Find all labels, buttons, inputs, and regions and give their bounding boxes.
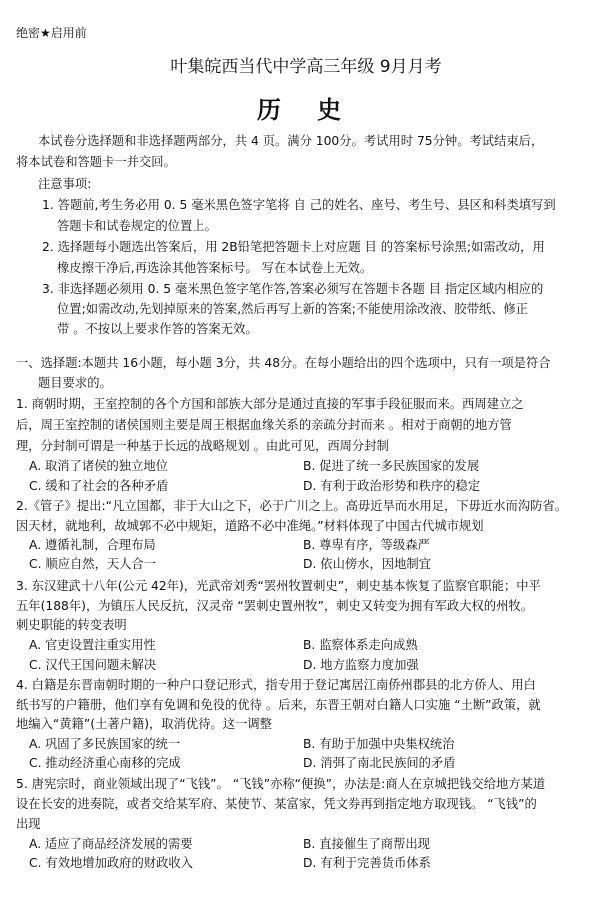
option-c: C. 缓和了社会的各种矛盾 bbox=[29, 479, 169, 493]
option-a: A. 遵循礼制，合理布局 bbox=[29, 538, 156, 552]
question-stem: 4. 白籍是东晋南朝时期的一种户口登记形式，指专用于登记寓居江南侨州郡县的北方侨人、用白 bbox=[16, 678, 536, 692]
question-stem: 纸书写的户籍册，他们享有免调和免役的优待 。后来，东晋王朝对白籍人口实施 “土断”政策，就 bbox=[16, 698, 541, 712]
note-item: 橡皮擦干净后,再选涂其他答案标号。 写在本试卷上无效。 bbox=[57, 261, 373, 275]
intro-line: 本试卷分选择题和非选择题两部分，共 4 页。满分 100分。考试用时 75分钟。考试结束后， bbox=[38, 134, 544, 148]
option-c: C. 有效地增加政府的财政收入 bbox=[29, 856, 193, 870]
section-heading: 题目要求的。 bbox=[38, 376, 112, 390]
note-item: 1. 答题前,考生务必用 0. 5 毫米黑色签字笔将 自 己的姓名、座号、考生号、县区和科类填写到 bbox=[42, 198, 556, 212]
question-stem: 刺史职能的转变表明 bbox=[16, 618, 127, 632]
question-stem: 理，分封制可谓是一种基于长远的战略规划 。由此可见，西周分封制 bbox=[16, 439, 389, 453]
exam-title: 叶集皖西当代中学高三年级 9月月考 bbox=[170, 57, 442, 77]
option-a: A. 巩固了多民族国家的统一 bbox=[29, 737, 181, 751]
question-stem: 5. 唐宪宗时，商业领域出现了“飞钱”。 “飞钱”亦称“便换”，办法是:商人在京城把钱交给地方某道 bbox=[16, 777, 546, 791]
option-a: A. 适应了商品经济发展的需要 bbox=[29, 837, 193, 851]
confidential-mark: 绝密★启用前 bbox=[16, 26, 87, 40]
option-c: C. 汉代王国问题未解决 bbox=[29, 658, 157, 672]
option-b: B. 尊卑有序，等级森严 bbox=[303, 538, 430, 552]
option-b: B. 促进了统一多民族国家的发展 bbox=[303, 459, 480, 473]
question-stem: 地编入“黄籍”(土著户籍)，取消优待。这一调整 bbox=[16, 717, 272, 731]
note-item: 3. 非选择题必须用 0. 5 毫米黑色签字笔作答,答案必须写在答题卡各题 目 指定区域内相应的 bbox=[42, 282, 544, 296]
note-item: 带 。不按以上要求作答的答案无效。 bbox=[57, 322, 258, 336]
question-stem: 3. 东汉建武十八年(公元 42年)，光武帝刘秀“罢州牧置刺史”，刺史基本恢复了监察官职能；中平 bbox=[16, 579, 541, 593]
option-b: B. 直接催生了商帮出现 bbox=[303, 837, 430, 851]
question-stem: 五年(188年)，为镇压人民反抗，汉灵帝 “罢刺史置州牧”，刺史又转变为拥有军政大权的州牧。 bbox=[16, 599, 533, 613]
subject-title: 历 史 bbox=[256, 96, 356, 124]
note-item: 2. 选择题每小题选出答案后，用 2B铅笔把答题卡上对应题 目 的答案标号涂黑;如需改动，用 bbox=[42, 240, 545, 254]
intro-line: 将本试卷和答题卡一并交回。 bbox=[16, 155, 176, 169]
question-stem: 2.《管子》提出:“凡立国都，非于大山之下，必于广川之上。高毋近旱而水用足，下毋近水而沟防省。 bbox=[16, 499, 568, 513]
option-c: C. 推动经济重心南移的完成 bbox=[29, 756, 181, 770]
option-d: D. 有利于完善货币体系 bbox=[303, 856, 431, 870]
option-a: A. 取消了诸侯的独立地位 bbox=[29, 459, 168, 473]
option-d: D. 依山傍水，因地制宜 bbox=[303, 557, 431, 571]
option-b: B. 监察体系走向成熟 bbox=[303, 638, 418, 652]
question-stem: 因天材，就地利，故城郭不必中规矩，道路不必中准绳。”材料体现了中国古代城市规划 bbox=[16, 519, 484, 533]
question-stem: 设在长安的进奏院，或者交给某军府、某使节、某富家，凭文券再到指定地方取现钱。 “飞钱”的 bbox=[16, 797, 537, 811]
option-d: D. 有利于政治形势和秩序的稳定 bbox=[303, 479, 481, 493]
note-item: 答题卡和试卷规定的位置上。 bbox=[57, 219, 217, 233]
option-c: C. 顺应自然，天人合一 bbox=[29, 557, 157, 571]
question-stem: 后，周王室控制的诸侯国则主要是周王根据血缘关系的亲疏分封而来 。相对于商朝的地方管 bbox=[16, 418, 512, 432]
section-heading: 一、选择题:本题共 16小题，每小题 3分，共 48分。在每小题给出的四个选项中，只有一项是符合 bbox=[16, 356, 551, 370]
option-b: B. 有助于加强中央集权统治 bbox=[303, 737, 455, 751]
notes-heading: 注意事项: bbox=[38, 177, 92, 191]
option-d: D. 地方监察力度加强 bbox=[303, 658, 419, 672]
question-stem: 1. 商朝时期，王室控制的各个方国和部族大部分是通过直接的军事手段征服而来。西周建立之 bbox=[16, 397, 524, 411]
option-d: D. 消弭了南北民族间的矛盾 bbox=[303, 756, 456, 770]
option-a: A. 官吏设置注重实用性 bbox=[29, 638, 156, 652]
note-item: 位置;如需改动,先划掉原来的答案,然后再写上新的答案;不能使用涂改液、胶带纸、修正 bbox=[57, 302, 529, 316]
question-stem: 出现 bbox=[16, 817, 41, 831]
